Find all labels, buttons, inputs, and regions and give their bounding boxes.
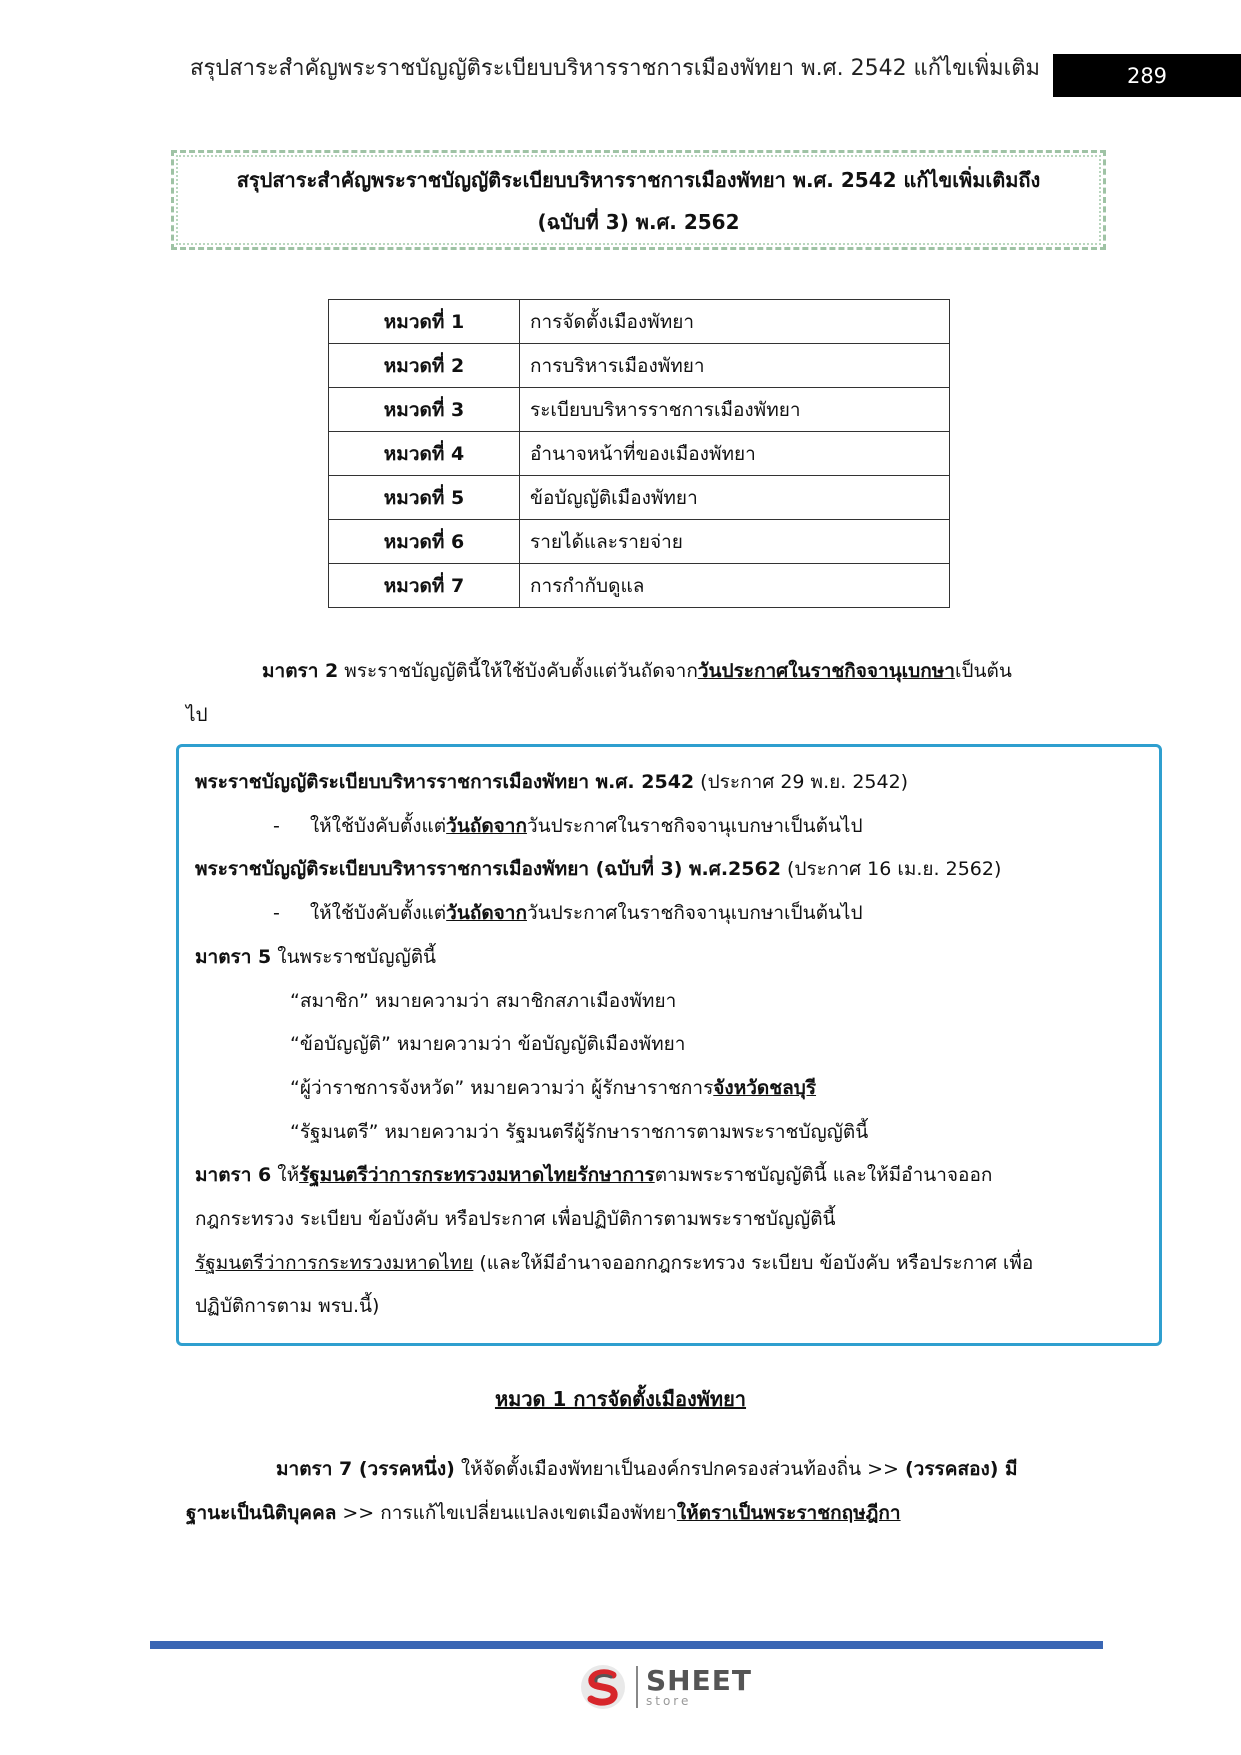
section-6-text-d: (และให้มีอำนาจออกกฎกระทรวง ระเบียบ ข้อบังคับ หรือประกาศ เพื่อ bbox=[473, 1251, 1034, 1274]
chapter-number: หมวดที่ 7 bbox=[329, 564, 520, 608]
section-2-line-1 bbox=[186, 649, 1096, 693]
chapter-name: รายได้และรายจ่าย bbox=[520, 520, 950, 564]
act-2-effective bbox=[195, 892, 1143, 936]
section-6-minister-underlined: รัฐมนตรีว่าการกระทรวงมหาดไทย bbox=[195, 1251, 474, 1274]
table-row bbox=[329, 476, 950, 520]
effective-text-underlined: วันถัดจาก bbox=[446, 814, 527, 837]
chapter-number: หมวดที่ 6 bbox=[329, 520, 520, 564]
logo-sub: store bbox=[646, 1694, 692, 1708]
logo-text bbox=[646, 1664, 752, 1708]
chapter-number: หมวดที่ 2 bbox=[329, 344, 520, 388]
section-6-line-1 bbox=[195, 1154, 1143, 1198]
table-row bbox=[329, 344, 950, 388]
effective-text-a: ให้ใช้บังคับตั้งแต่ bbox=[309, 902, 447, 925]
chapter-name: การบริหารเมืองพัทยา bbox=[520, 344, 950, 388]
table-row bbox=[329, 388, 950, 432]
section-6-text-b: ตามพระราชบัญญัตินี้ และให้มีอำนาจออก bbox=[654, 1164, 993, 1187]
section-5-line bbox=[195, 936, 1143, 980]
section-7-underlined: ให้ตราเป็นพระราชกฤษฎีกา bbox=[676, 1502, 901, 1524]
definition-minister: “รัฐมนตรี” หมายความว่า รัฐมนตรีผู้รักษาราชการตามพระราชบัญญัตินี้ bbox=[290, 1120, 869, 1143]
chapters-table bbox=[328, 299, 950, 608]
section-7-label: มาตรา 7 (วรรคหนึ่ง) bbox=[276, 1458, 455, 1480]
page-number-text: 289 bbox=[1126, 63, 1168, 88]
chapter-number: หมวดที่ 3 bbox=[329, 388, 520, 432]
section-7-text-d: >> การแก้ไขเปลี่ยนแปลงเขตเมืองพัทยา bbox=[336, 1502, 677, 1524]
act-2-title: พระราชบัญญัติระเบียบบริหารราชการเมืองพัทยา (ฉบับที่ 3) พ.ศ.2562 bbox=[195, 858, 781, 881]
section-2-text-b: เป็นต้น bbox=[954, 660, 1012, 682]
table-row bbox=[329, 300, 950, 344]
table-row bbox=[329, 520, 950, 564]
definition-governor bbox=[195, 1067, 1143, 1111]
act-1-title: พระราชบัญญัติระเบียบบริหารราชการเมืองพัทยา พ.ศ. 2542 bbox=[195, 771, 695, 793]
logo-brand: SHEET bbox=[646, 1664, 752, 1697]
section-6-underlined: รัฐมนตรีว่าการกระทรวงมหาดไทยรักษาการ bbox=[299, 1164, 655, 1187]
chapter-number: หมวดที่ 4 bbox=[329, 432, 520, 476]
section-6-line-4: ปฏิบัติการตาม พรบ.นี้) bbox=[195, 1295, 380, 1318]
bullet: - bbox=[273, 902, 280, 925]
effective-text-b: วันประกาศในราชกิจจานุเบกษาเป็นต้นไป bbox=[526, 902, 863, 925]
section-7-line-1 bbox=[186, 1447, 1096, 1491]
section-2-paragraph bbox=[186, 649, 1096, 737]
section-2-label: มาตรา 2 bbox=[262, 660, 339, 682]
section-6-label: มาตรา 6 bbox=[195, 1164, 272, 1187]
chapter-number: หมวดที่ 5 bbox=[329, 476, 520, 520]
definition-governor-underlined: จังหวัดชลบุรี bbox=[713, 1076, 817, 1099]
header-title: สรุปสาระสำคัญพระราชบัญญัติระเบียบบริหารราชการเมืองพัทยา พ.ศ. 2542 แก้ไขเพิ่มเติม bbox=[190, 56, 1040, 81]
section-6-text-a: ให้ bbox=[271, 1164, 300, 1187]
title-line-1: สรุปสาระสำคัญพระราชบัญญัติระเบียบบริหารราชการเมืองพัทยา พ.ศ. 2542 แก้ไขเพิ่มเติมถึง bbox=[236, 168, 1041, 192]
title-box bbox=[171, 150, 1106, 250]
section-6-line-2: กฎกระทรวง ระเบียบ ข้อบังคับ หรือประกาศ เพื่อปฏิบัติการตามพระราชบัญญัตินี้ bbox=[195, 1208, 836, 1231]
definition-governor-text: “ผู้ว่าราชการจังหวัด” หมายความว่า ผู้รักษาราชการ bbox=[290, 1076, 714, 1099]
table-row bbox=[329, 432, 950, 476]
section-7-text-a: ให้จัดตั้งเมืองพัทยาเป็นองค์กรปกครองส่วนท้องถิ่น >> bbox=[454, 1458, 905, 1480]
section-6-line-3 bbox=[195, 1242, 1143, 1286]
title-line-2: (ฉบับที่ 3) พ.ศ. 2562 bbox=[537, 210, 740, 234]
table-row bbox=[329, 564, 950, 608]
section-7-paragraph bbox=[186, 1447, 1096, 1535]
definition-member: “สมาชิก” หมายความว่า สมาชิกสภาเมืองพัทยา bbox=[290, 989, 677, 1012]
chapter-name: การกำกับดูแล bbox=[520, 564, 950, 608]
chapter-number: หมวดที่ 1 bbox=[329, 300, 520, 344]
sheet-store-logo bbox=[578, 1662, 752, 1712]
effective-text-a: ให้ใช้บังคับตั้งแต่ bbox=[309, 814, 447, 837]
bullet: - bbox=[273, 814, 280, 837]
section-2-line-2: ไป bbox=[186, 704, 208, 726]
chapter-name: การจัดตั้งเมืองพัทยา bbox=[520, 300, 950, 344]
effective-text-b: วันประกาศในราชกิจจานุเบกษาเป็นต้นไป bbox=[526, 814, 863, 837]
info-box bbox=[176, 744, 1162, 1346]
logo-divider bbox=[636, 1666, 638, 1708]
section-7-text-c: ฐานะเป็นนิติบุคคล bbox=[186, 1502, 337, 1524]
act-1-date: (ประกาศ 29 พ.ย. 2542) bbox=[694, 771, 909, 793]
effective-text-underlined: วันถัดจาก bbox=[446, 902, 527, 925]
chapter-name: อำนาจหน้าที่ของเมืองพัทยา bbox=[520, 432, 950, 476]
chapter-1-heading: หมวด 1 การจัดตั้งเมืองพัทยา bbox=[494, 1387, 747, 1411]
section-5-text: ในพระราชบัญญัตินี้ bbox=[271, 945, 437, 968]
section-2-text-a: พระราชบัญญัตินี้ให้ใช้บังคับตั้งแต่วันถัดจาก bbox=[338, 660, 698, 682]
section-5-label: มาตรา 5 bbox=[195, 945, 272, 968]
logo-s-icon bbox=[578, 1662, 628, 1712]
section-7-text-b: (วรรคสอง) มี bbox=[905, 1458, 1018, 1480]
act-2-line bbox=[195, 848, 1143, 892]
section-2-text-underlined: วันประกาศในราชกิจจานุเบกษา bbox=[697, 660, 955, 682]
footer-bar bbox=[150, 1641, 1103, 1649]
page-number bbox=[1053, 54, 1241, 97]
definition-ordinance: “ข้อบัญญัติ” หมายความว่า ข้อบัญญัติเมืองพัทยา bbox=[290, 1033, 686, 1056]
chapter-name: ระเบียบบริหารราชการเมืองพัทยา bbox=[520, 388, 950, 432]
act-1-line bbox=[195, 761, 1143, 805]
act-2-date: (ประกาศ 16 เม.ย. 2562) bbox=[780, 858, 1002, 881]
chapter-name: ข้อบัญญัติเมืองพัทยา bbox=[520, 476, 950, 520]
section-7-line-2 bbox=[186, 1491, 1096, 1535]
act-1-effective bbox=[195, 805, 1143, 849]
